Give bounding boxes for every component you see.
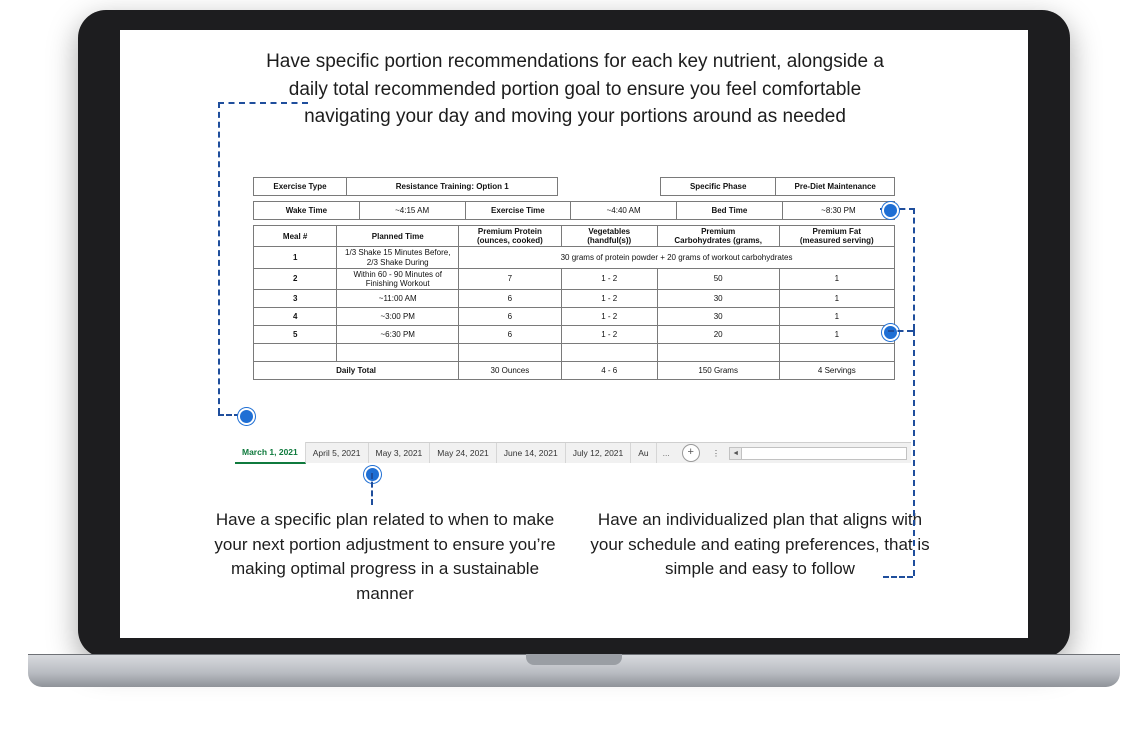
cell-meal-number[interactable]: 1 bbox=[254, 247, 337, 268]
exercise-type-label: Exercise Type bbox=[254, 178, 347, 196]
bed-time-label: Bed Time bbox=[677, 202, 783, 220]
cell-meal-number[interactable]: 5 bbox=[254, 326, 337, 344]
exercise-time-label: Exercise Time bbox=[465, 202, 571, 220]
cell-protein[interactable]: 6 bbox=[459, 326, 562, 344]
cell-carbohydrates[interactable]: 20 bbox=[657, 326, 779, 344]
daily-total-label: Daily Total bbox=[254, 362, 459, 380]
total-carbohydrates: 150 Grams bbox=[657, 362, 779, 380]
table-row bbox=[254, 308, 895, 326]
table-header-row bbox=[254, 226, 895, 247]
meal-plan-table bbox=[253, 225, 895, 380]
sheet-tab-june-14-2021[interactable]: June 14, 2021 bbox=[497, 443, 566, 463]
column-header-planned-time bbox=[337, 226, 459, 247]
connector-right-vertical-bottom bbox=[913, 330, 915, 576]
connector-dot-right-top bbox=[882, 202, 899, 219]
table-total-row bbox=[254, 362, 895, 380]
table-row bbox=[254, 326, 895, 344]
spacer-cell bbox=[657, 344, 779, 362]
column-header-vegetables bbox=[561, 226, 657, 247]
cell-protein[interactable]: 7 bbox=[459, 268, 562, 289]
sheet-tab-march-1-2021[interactable]: March 1, 2021 bbox=[235, 442, 306, 464]
spacer-cell bbox=[558, 178, 661, 196]
header-line-2: (handful(s)) bbox=[587, 236, 632, 246]
cell-meal-number[interactable]: 4 bbox=[254, 308, 337, 326]
cell-workout-nutrition-note[interactable]: 30 grams of protein powder + 20 grams of workout carbohydrates bbox=[459, 247, 895, 268]
wake-time-value[interactable]: ~4:15 AM bbox=[359, 202, 465, 220]
header-line-1: Premium Protein bbox=[477, 227, 542, 236]
spacer-cell bbox=[254, 344, 337, 362]
add-sheet-icon[interactable]: + bbox=[682, 444, 700, 462]
times-row bbox=[253, 201, 895, 220]
scrollbar-thumb[interactable] bbox=[742, 449, 906, 458]
cell-meal-number[interactable]: 2 bbox=[254, 268, 337, 289]
cell-protein[interactable]: 6 bbox=[459, 308, 562, 326]
connector-top-horizontal bbox=[218, 102, 308, 104]
cell-planned-time[interactable]: 1/3 Shake 15 Minutes Before, 2/3 Shake During bbox=[337, 247, 459, 268]
cell-fat[interactable]: 1 bbox=[779, 326, 894, 344]
total-protein: 30 Ounces bbox=[459, 362, 562, 380]
cell-carbohydrates[interactable]: 30 bbox=[657, 308, 779, 326]
table-row bbox=[254, 247, 895, 268]
table-row bbox=[254, 290, 895, 308]
scroll-left-icon[interactable]: ◄ bbox=[730, 448, 742, 459]
header-line-1: Premium bbox=[701, 227, 736, 236]
slide-content bbox=[120, 30, 1028, 638]
cell-vegetables[interactable]: 1 - 2 bbox=[561, 326, 657, 344]
sheet-tab-bar bbox=[235, 442, 911, 463]
sheet-menu-icon[interactable]: ⋮ bbox=[711, 447, 722, 458]
connector-right-bottom-horizontal bbox=[883, 576, 913, 578]
cell-fat[interactable]: 1 bbox=[779, 268, 894, 289]
spreadsheet bbox=[253, 177, 895, 380]
column-header-protein bbox=[459, 226, 562, 247]
callout-left-text: Have a specific plan related to when to make your next portion adjustment to ensure you’re making optimal progress in a sustainable manner bbox=[214, 510, 556, 603]
cell-planned-time[interactable]: ~6:30 PM bbox=[337, 326, 459, 344]
cell-planned-time[interactable]: Within 60 - 90 Minutes of Finishing Workout bbox=[337, 268, 459, 289]
connector-right-vertical-top bbox=[913, 208, 915, 330]
cell-vegetables[interactable]: 1 - 2 bbox=[561, 268, 657, 289]
cell-fat[interactable]: 1 bbox=[779, 308, 894, 326]
cell-vegetables[interactable]: 1 - 2 bbox=[561, 290, 657, 308]
spacer-cell bbox=[561, 344, 657, 362]
sheet-tab-august[interactable]: Au bbox=[631, 443, 656, 463]
cell-planned-time[interactable]: ~3:00 PM bbox=[337, 308, 459, 326]
total-fat: 4 Servings bbox=[779, 362, 894, 380]
connector-dot-left bbox=[238, 408, 255, 425]
bed-time-value[interactable]: ~8:30 PM bbox=[782, 202, 894, 220]
specific-phase-label: Specific Phase bbox=[661, 178, 776, 196]
sheet-tab-may-3-2021[interactable]: May 3, 2021 bbox=[369, 443, 431, 463]
laptop-screen bbox=[120, 30, 1028, 638]
connector-left-vertical bbox=[218, 102, 220, 414]
connector-dot-right-mid bbox=[882, 324, 899, 341]
connector-bottom-vertical bbox=[371, 473, 373, 505]
total-vegetables: 4 - 6 bbox=[561, 362, 657, 380]
header-line-1: Premium Fat bbox=[812, 227, 862, 236]
header-line-2: (ounces, cooked) bbox=[476, 236, 543, 246]
exercise-type-value[interactable]: Resistance Training: Option 1 bbox=[346, 178, 558, 196]
table-row bbox=[254, 268, 895, 289]
header-line-1: Planned Time bbox=[371, 231, 424, 241]
cell-protein[interactable]: 6 bbox=[459, 290, 562, 308]
spacer-cell bbox=[337, 344, 459, 362]
header-line-1: Vegetables bbox=[588, 227, 631, 236]
table-spacer-row bbox=[254, 344, 895, 362]
page-title: Have specific portion recommendations for each key nutrient, alongside a daily total recommended portion goal to ensure you feel comfortable navigating your day and moving your portions around as needed bbox=[266, 51, 884, 128]
wake-time-label: Wake Time bbox=[254, 202, 360, 220]
cell-meal-number[interactable]: 3 bbox=[254, 290, 337, 308]
header-line-2: (measured serving) bbox=[799, 236, 874, 246]
header-line-1: Meal # bbox=[282, 231, 308, 241]
cell-vegetables[interactable]: 1 - 2 bbox=[561, 308, 657, 326]
more-tabs-ellipsis-icon[interactable]: ... bbox=[662, 448, 670, 458]
cell-carbohydrates[interactable]: 30 bbox=[657, 290, 779, 308]
exercise-type-row bbox=[253, 177, 895, 196]
column-header-fat bbox=[779, 226, 894, 247]
cell-carbohydrates[interactable]: 50 bbox=[657, 268, 779, 289]
spacer-cell bbox=[779, 344, 894, 362]
laptop-notch bbox=[526, 654, 622, 665]
header-line-2: Carbohydrates (grams, bbox=[674, 236, 762, 246]
column-header-carbohydrates bbox=[657, 226, 779, 247]
column-header-meal bbox=[254, 226, 337, 247]
callout-right-text: Have an individualized plan that aligns with your schedule and eating preferences, that is simple and easy to follow bbox=[590, 510, 930, 579]
sheet-tab-may-24-2021[interactable]: May 24, 2021 bbox=[430, 443, 497, 463]
specific-phase-value[interactable]: Pre-Diet Maintenance bbox=[776, 178, 895, 196]
spacer-cell bbox=[459, 344, 562, 362]
horizontal-scrollbar[interactable] bbox=[729, 447, 907, 460]
exercise-time-value[interactable]: ~4:40 AM bbox=[571, 202, 677, 220]
cell-planned-time[interactable]: ~11:00 AM bbox=[337, 290, 459, 308]
sheet-tab-april-5-2021[interactable]: April 5, 2021 bbox=[306, 443, 369, 463]
connector-right-mid-horizontal bbox=[888, 330, 913, 332]
sheet-tab-july-12-2021[interactable]: July 12, 2021 bbox=[566, 443, 632, 463]
cell-fat[interactable]: 1 bbox=[779, 290, 894, 308]
